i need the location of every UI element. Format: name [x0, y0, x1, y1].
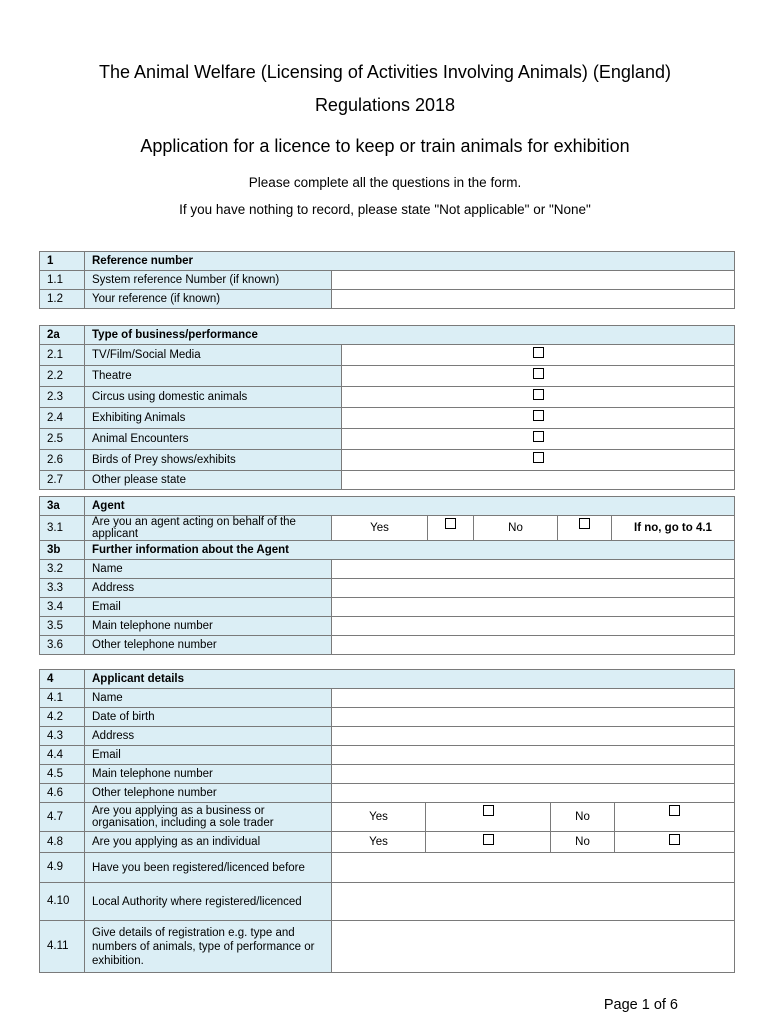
applicant-main-phone-input[interactable]	[332, 765, 735, 784]
document-title-line1: The Animal Welfare (Licensing of Activities Involving Animals) (England)	[99, 62, 671, 82]
form-row	[40, 853, 735, 883]
individual-yes-checkbox[interactable]	[483, 834, 494, 845]
business-yes-checkbox[interactable]	[483, 805, 494, 816]
checkbox-cell	[342, 408, 735, 429]
question-label: Exhibiting Animals	[85, 408, 342, 429]
applicant-email-input[interactable]	[332, 746, 735, 765]
question-number: 3.5	[40, 617, 85, 636]
form-row	[40, 921, 735, 973]
question-label: System reference Number (if known)	[85, 271, 332, 290]
question-label: Local Authority where registered/licenced	[85, 883, 332, 921]
no-label: No	[551, 803, 615, 832]
instruction-line1: Please complete all the questions in the form.	[248, 175, 522, 190]
date-of-birth-input[interactable]	[332, 708, 735, 727]
form-row	[40, 408, 735, 429]
question-label: Other telephone number	[85, 784, 332, 803]
question-label: Circus using domestic animals	[85, 387, 342, 408]
question-number: 4.1	[40, 689, 85, 708]
birds-of-prey-checkbox[interactable]	[533, 452, 544, 463]
question-label: Are you applying as a business or organisation, including a sole trader	[85, 803, 332, 832]
applicant-other-phone-input[interactable]	[332, 784, 735, 803]
question-number: 2.1	[40, 345, 85, 366]
form-row	[40, 746, 735, 765]
form-row	[40, 560, 735, 579]
form-row	[40, 290, 735, 309]
question-number: 1.1	[40, 271, 85, 290]
animal-encounters-checkbox[interactable]	[533, 431, 544, 442]
question-number: 2.3	[40, 387, 85, 408]
section-title: Further information about the Agent	[85, 541, 735, 560]
question-label: Email	[85, 598, 332, 617]
question-label: Main telephone number	[85, 617, 332, 636]
instruction-line2: If you have nothing to record, please state "Not applicable" or "None"	[179, 202, 591, 217]
question-number: 2.6	[40, 450, 85, 471]
exhibiting-animals-checkbox[interactable]	[533, 410, 544, 421]
question-label: Give details of registration e.g. type and numbers of animals, type of performance or exhibition.	[85, 921, 332, 973]
form-row	[40, 598, 735, 617]
form-row	[40, 366, 735, 387]
applicant-name-input[interactable]	[332, 689, 735, 708]
question-label: Name	[85, 689, 332, 708]
question-label: Main telephone number	[85, 765, 332, 784]
registered-before-input[interactable]	[332, 853, 735, 883]
section-title: Type of business/performance	[85, 326, 735, 345]
agent-no-checkbox[interactable]	[579, 518, 590, 529]
checkbox-cell	[342, 450, 735, 471]
form-row	[40, 832, 735, 853]
individual-no-checkbox[interactable]	[669, 834, 680, 845]
form-row	[40, 689, 735, 708]
question-number: 4.6	[40, 784, 85, 803]
question-number: 4.3	[40, 727, 85, 746]
question-number: 3.2	[40, 560, 85, 579]
question-label: Email	[85, 746, 332, 765]
question-number: 1.2	[40, 290, 85, 309]
form-row	[40, 516, 735, 541]
question-number: 4.7	[40, 803, 85, 832]
checkbox-cell	[615, 832, 735, 853]
agent-email-input[interactable]	[332, 598, 735, 617]
document-title-line2: Regulations 2018	[314, 95, 456, 115]
question-number: 4.5	[40, 765, 85, 784]
agent-name-input[interactable]	[332, 560, 735, 579]
registration-details-input[interactable]	[332, 921, 735, 973]
section-number: 4	[40, 670, 85, 689]
question-number: 3.3	[40, 579, 85, 598]
question-number: 3.4	[40, 598, 85, 617]
yes-label: Yes	[332, 516, 428, 541]
form-row	[40, 579, 735, 598]
theatre-checkbox[interactable]	[533, 368, 544, 379]
question-number: 2.4	[40, 408, 85, 429]
other-business-input[interactable]	[342, 471, 735, 490]
agent-yes-checkbox[interactable]	[445, 518, 456, 529]
section-number: 3a	[40, 497, 85, 516]
checkbox-cell	[426, 803, 551, 832]
question-number: 2.7	[40, 471, 85, 490]
form-row	[40, 765, 735, 784]
form-row	[40, 345, 735, 366]
checkbox-cell	[426, 832, 551, 853]
form-row	[40, 617, 735, 636]
form-row	[40, 727, 735, 746]
question-label: Other please state	[85, 471, 342, 490]
form-row	[40, 636, 735, 655]
agent-other-phone-input[interactable]	[332, 636, 735, 655]
form-row	[40, 450, 735, 471]
system-reference-input[interactable]	[332, 271, 735, 290]
business-no-checkbox[interactable]	[669, 805, 680, 816]
section-4-table	[39, 669, 735, 973]
question-label: Animal Encounters	[85, 429, 342, 450]
question-number: 3.1	[40, 516, 85, 541]
question-label: Other telephone number	[85, 636, 332, 655]
form-row	[40, 429, 735, 450]
question-label: Theatre	[85, 366, 342, 387]
section-2a-table	[39, 325, 735, 490]
question-number: 3.6	[40, 636, 85, 655]
checkbox-cell	[558, 516, 612, 541]
question-number: 4.8	[40, 832, 85, 853]
section-title: Reference number	[85, 252, 735, 271]
yes-label: Yes	[332, 832, 426, 853]
question-label: Address	[85, 579, 332, 598]
applicant-address-input[interactable]	[332, 727, 735, 746]
checkbox-cell	[342, 366, 735, 387]
form-row	[40, 803, 735, 832]
question-label: Name	[85, 560, 332, 579]
form-row	[40, 708, 735, 727]
agent-address-input[interactable]	[332, 579, 735, 598]
question-label: Have you been registered/licenced before	[85, 853, 332, 883]
tv-film-checkbox[interactable]	[533, 347, 544, 358]
question-number: 4.4	[40, 746, 85, 765]
question-number: 4.10	[40, 883, 85, 921]
agent-main-phone-input[interactable]	[332, 617, 735, 636]
section-3-table	[39, 496, 735, 655]
form-row	[40, 387, 735, 408]
question-label: Are you applying as an individual	[85, 832, 332, 853]
form-subtitle: Application for a licence to keep or train animals for exhibition	[140, 136, 630, 156]
section-header	[40, 252, 735, 271]
yes-label: Yes	[332, 803, 426, 832]
question-number: 4.11	[40, 921, 85, 973]
question-number: 4.2	[40, 708, 85, 727]
question-number: 2.2	[40, 366, 85, 387]
section-header	[40, 541, 735, 560]
question-number: 2.5	[40, 429, 85, 450]
section-title: Agent	[85, 497, 735, 516]
form-row	[40, 883, 735, 921]
question-label: Birds of Prey shows/exhibits	[85, 450, 342, 471]
section-number: 3b	[40, 541, 85, 560]
section-number: 2a	[40, 326, 85, 345]
section-header	[40, 670, 735, 689]
checkbox-cell	[428, 516, 474, 541]
no-label: No	[474, 516, 558, 541]
checkbox-cell	[615, 803, 735, 832]
page-number: Page 1 of 6	[603, 997, 678, 1013]
circus-checkbox[interactable]	[533, 389, 544, 400]
skip-note: If no, go to 4.1	[612, 516, 735, 541]
section-title: Applicant details	[85, 670, 735, 689]
local-authority-input[interactable]	[332, 883, 735, 921]
question-label: TV/Film/Social Media	[85, 345, 342, 366]
question-label: Address	[85, 727, 332, 746]
no-label: No	[551, 832, 615, 853]
checkbox-cell	[342, 429, 735, 450]
section-header	[40, 326, 735, 345]
your-reference-input[interactable]	[332, 290, 735, 309]
section-number: 1	[40, 252, 85, 271]
question-label: Are you an agent acting on behalf of the applicant	[85, 516, 332, 541]
form-row	[40, 471, 735, 490]
section-header	[40, 497, 735, 516]
checkbox-cell	[342, 387, 735, 408]
form-row	[40, 271, 735, 290]
question-label: Your reference (if known)	[85, 290, 332, 309]
checkbox-cell	[342, 345, 735, 366]
section-1-table	[39, 251, 735, 309]
form-row	[40, 784, 735, 803]
question-number: 4.9	[40, 853, 85, 883]
question-label: Date of birth	[85, 708, 332, 727]
